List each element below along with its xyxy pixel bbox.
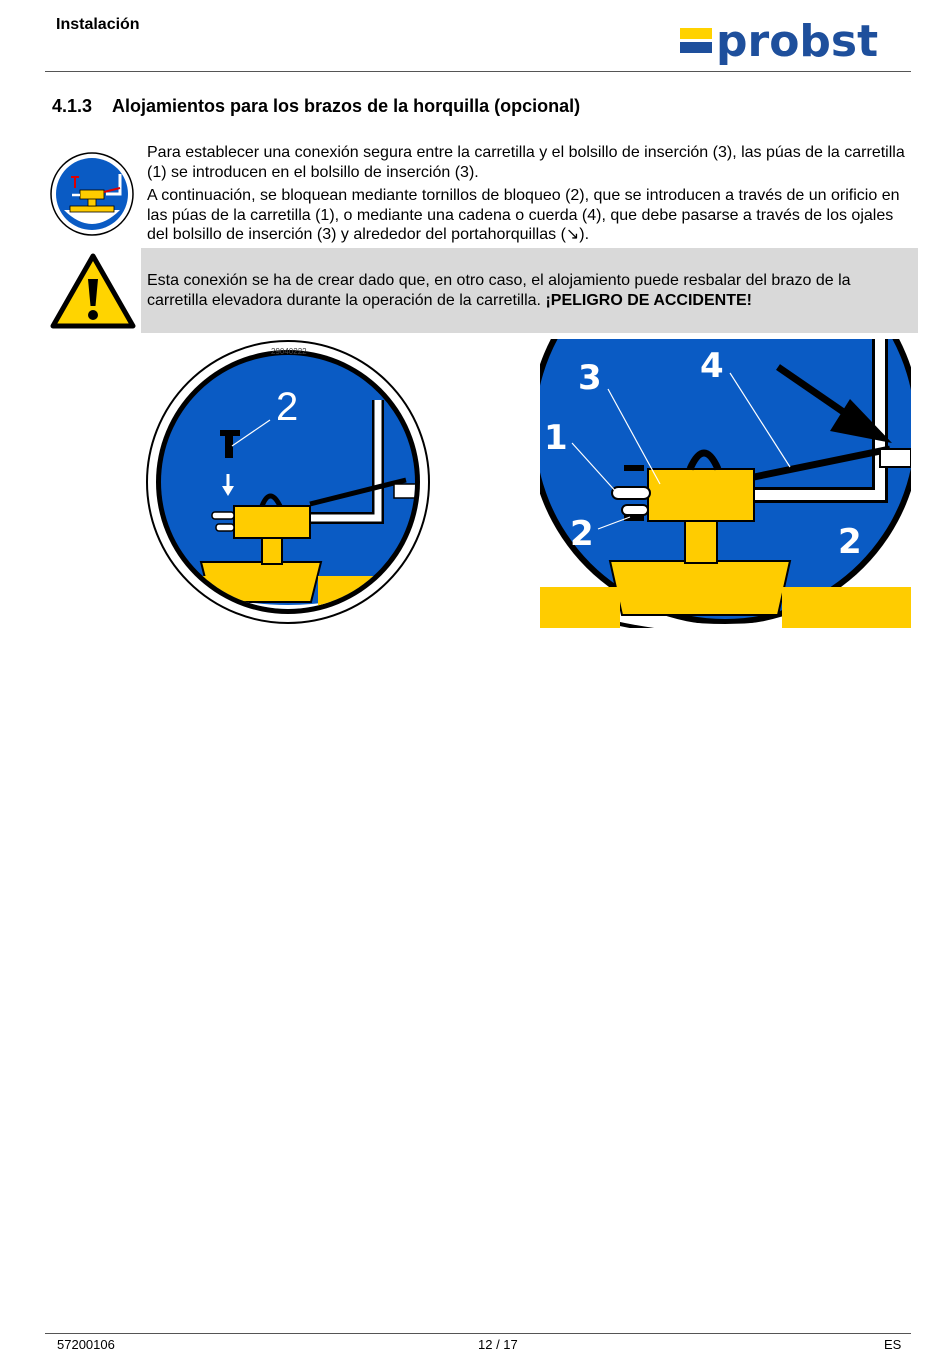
label-1: 1 [544,418,568,458]
section-heading [52,96,580,117]
warning-text [147,271,912,310]
footer-language: ES [884,1337,902,1352]
warning-box [141,248,918,333]
warning-triangle-icon [50,253,136,330]
footer-doc-number: 57200106 [57,1337,115,1352]
section-title: Alojamientos para los brazos de la horquilla (opcional) [112,96,581,116]
label-2-b: 2 [838,522,862,562]
footer-page-number: 12 / 17 [478,1337,518,1352]
section-number: 4.1.3 [52,96,93,116]
label-3: 3 [578,358,602,398]
probst-logo [680,20,905,68]
logo-blue-bar [680,42,712,53]
paragraph-2: A continuación, se bloquean mediante tornillos de bloqueo (2), que se introducen a través de un orificio en las púas de la carretilla (1), o mediante una cadena o cuerda (4), que debe pasarse a través de los ojales del bolsillo de inserción (3) y alrededor del portahorquillas (↘). [147,187,900,243]
paragraph-1: Para establecer una conexión segura entre la carretilla y el bolsillo de inserción (3), las púas de la carretilla (1) se introducen en el bolsillo de inserción (3). [147,144,905,181]
warning-danger: ¡PELIGRO DE ACCIDENTE! [545,291,752,309]
instruction-sign-icon [50,152,134,236]
figure-code: 29040222 [271,347,307,356]
footer-rule [45,1333,911,1334]
header-title: Instalación [56,16,140,33]
label-2-a: 2 [570,514,594,554]
label-2-left: 2 [276,385,299,429]
logo-yellow-bar [680,28,712,39]
logo-text: probst [716,20,879,67]
header-rule [45,71,911,72]
figure-right-chain-lock [540,339,911,628]
warning-body: Esta conexión se ha de crear dado que, en otro caso, el alojamiento puede resbalar del brazo de la carretilla elevadora durante la operación de la carretilla. [147,272,851,309]
label-4: 4 [700,346,724,386]
figure-left-locking-bolt [146,340,430,624]
